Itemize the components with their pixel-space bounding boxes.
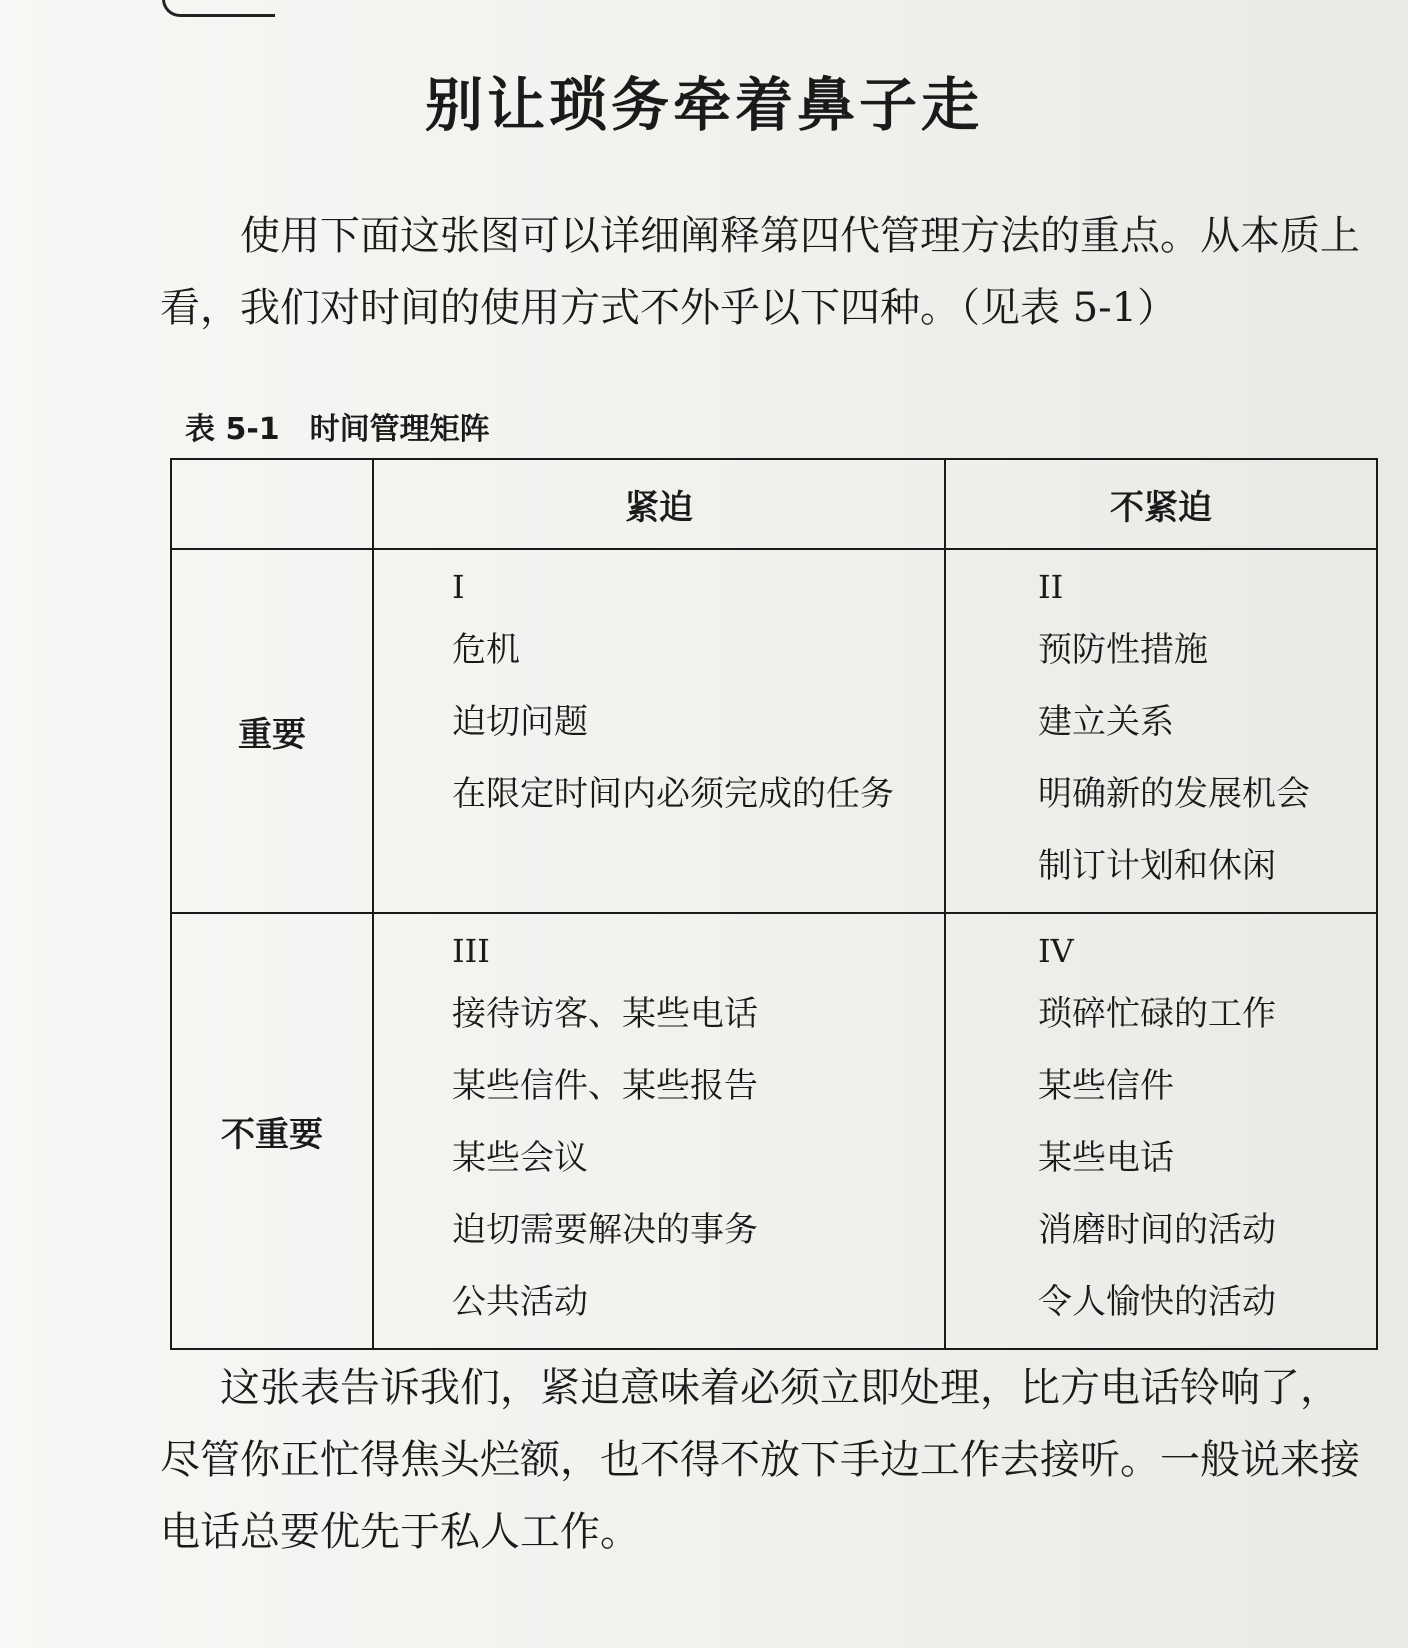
table-title: 时间管理矩阵 (309, 412, 490, 447)
row-important (171, 549, 1377, 913)
time-management-matrix (170, 458, 1378, 1350)
quadrant-4-item: 某些电话 (1038, 1138, 1174, 1178)
quadrant-2-item: 建立关系 (1038, 702, 1174, 742)
quadrant-4-item: 某些信件 (1038, 1066, 1174, 1106)
intro-paragraph: 使用下面这张图可以详细阐释第四代管理方法的重点。从本质上看，我们对时间的使用方式不外乎以下四种。（见表 5-1） (160, 213, 1360, 331)
quadrant-4-numeral: IV (1038, 932, 1074, 970)
quadrant-1-item: 危机 (452, 630, 520, 670)
quadrant-4 (945, 913, 1377, 1349)
quadrant-4-item: 令人愉快的活动 (1038, 1282, 1276, 1322)
quadrant-3 (373, 913, 945, 1349)
quadrant-1-numeral: I (452, 568, 465, 606)
row-not-important (171, 913, 1377, 1349)
rowhead-important: 重要 (171, 549, 373, 913)
quadrant-2-item: 预防性措施 (1038, 630, 1208, 670)
outro-text: 这张表告诉我们，紧迫意味着必须立即处理，比方电话铃响了，尽管你正忙得焦头烂额，也不得不放下手边工作去接听。一般说来接电话总要优先于私人工作。 (160, 1365, 1360, 1555)
quadrant-2-numeral: II (1038, 568, 1064, 606)
quadrant-3-item: 迫切需要解决的事务 (452, 1210, 758, 1250)
table-number: 表 5-1 (185, 412, 280, 447)
corner-mark (162, 0, 275, 17)
outro-paragraph (160, 1352, 1360, 1568)
quadrant-3-item: 某些信件、某些报告 (452, 1066, 758, 1106)
quadrant-4-item: 消磨时间的活动 (1038, 1210, 1276, 1250)
quadrant-3-item: 接待访客、某些电话 (452, 994, 758, 1034)
quadrant-1-item: 迫切问题 (452, 702, 588, 742)
quadrant-1 (373, 549, 945, 913)
quadrant-2-item: 明确新的发展机会 (1038, 774, 1310, 814)
table-caption (185, 404, 520, 448)
page-title: 别让琐务牵着鼻子走 (424, 71, 983, 139)
rowhead-not-important: 不重要 (171, 913, 373, 1349)
quadrant-4-item: 琐碎忙碌的工作 (1038, 994, 1276, 1034)
header-urgent: 紧迫 (373, 459, 945, 549)
header-not-urgent: 不紧迫 (945, 459, 1377, 549)
quadrant-2 (945, 549, 1377, 913)
header-row (171, 459, 1377, 549)
quadrant-2-item: 制订计划和休闲 (1038, 846, 1276, 886)
quadrant-1-item: 在限定时间内必须完成的任务 (452, 774, 894, 814)
quadrant-3-item: 某些会议 (452, 1138, 588, 1178)
corner-cell (171, 459, 373, 549)
quadrant-3-item: 公共活动 (452, 1282, 588, 1322)
quadrant-3-numeral: III (452, 932, 490, 970)
